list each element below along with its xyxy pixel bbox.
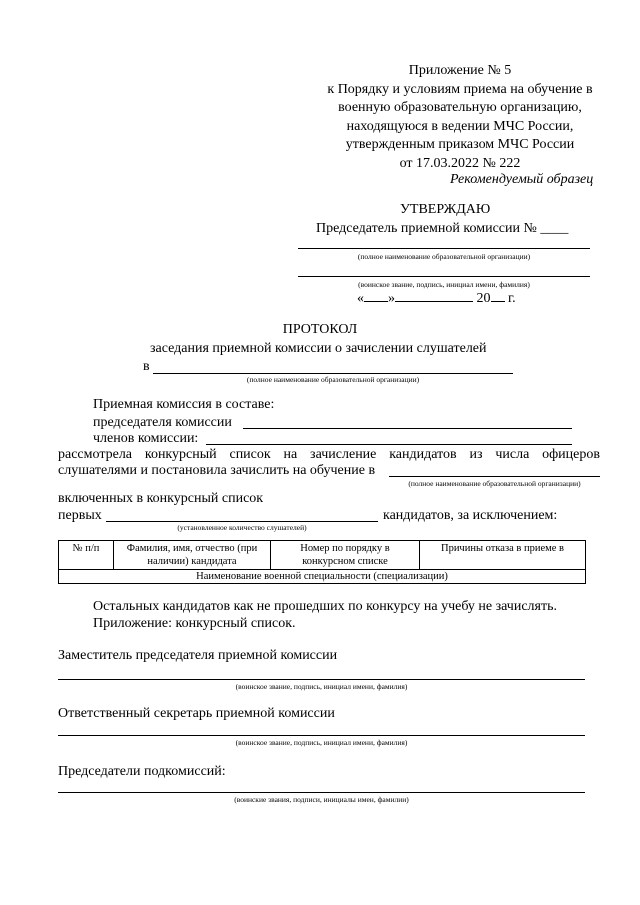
members-label: членов комиссии: — [93, 431, 199, 446]
recommended-sample: Рекомендуемый образец — [450, 172, 594, 187]
signature-deputy-caption: (воинское звание, подпись, инициал имени, фамилия) — [235, 682, 408, 691]
members-line — [206, 444, 572, 445]
approve-chairman: Председатель приемной комиссии № ____ — [316, 221, 569, 236]
table-subheader-cell: Наименование военной специальности (специализации) — [59, 570, 586, 584]
date-year: 20 — [476, 291, 491, 306]
table-header-cell: № п/п — [59, 541, 114, 570]
date-close-quote: » — [388, 291, 395, 306]
signature-secretary-title: Ответственный секретарь приемной комиссии — [58, 706, 335, 721]
protocol-org-line — [153, 373, 513, 374]
appendix-ref-line: находящуюся в ведении МЧС России, — [346, 118, 574, 134]
table-header-row — [59, 541, 586, 570]
candidates-except: кандидатов, за исключением: — [383, 508, 558, 523]
approve-org-line — [298, 248, 590, 249]
signature-secretary-caption: (воинское звание, подпись, инициал имени, фамилия) — [235, 738, 408, 747]
attachment-line: Приложение: конкурсный список. — [93, 616, 296, 631]
exceptions-table — [58, 540, 586, 584]
protocol-org-caption: (полное наименование образовательной организации) — [246, 375, 420, 384]
appendix-header — [300, 62, 620, 173]
count-caption: (установленное количество слушателей) — [177, 523, 307, 532]
signature-subcommission-caption: (воинские звания, подписи, инициалы имен, фамилии) — [234, 795, 409, 804]
protocol-title: ПРОТОКОЛ — [282, 322, 358, 337]
date-month-blank — [395, 301, 473, 302]
appendix-ref-line: военную образовательную организацию, — [338, 100, 582, 115]
signature-subcommission-line — [58, 792, 585, 793]
approve-sign-line — [298, 276, 590, 277]
considered-line-1: рассмотрела конкурсный список на зачисление кандидатов из числа офицеров — [58, 447, 600, 462]
included-label: включенных в конкурсный список — [58, 491, 264, 506]
considered-org-caption: (полное наименование образовательной организации) — [408, 479, 581, 488]
approve-title: УТВЕРЖДАЮ — [400, 202, 491, 217]
table-header-cell: Причины отказа в приеме в — [420, 541, 586, 570]
appendix-ref-line: утвержденным приказом МЧС России — [345, 137, 575, 152]
table-header-cell: Фамилия, имя, отчество (при наличии) кандидата — [114, 541, 271, 570]
date-open-quote: « — [357, 291, 364, 306]
date-day-blank — [364, 301, 388, 302]
date-suffix: г. — [508, 291, 516, 306]
approve-org-caption: (полное наименование образовательной организации) — [357, 252, 531, 261]
others-not-enrolled: Остальных кандидатов как не прошедших по конкурсу на учебу не зачислять. — [93, 599, 557, 614]
first-count-line — [106, 521, 378, 522]
signature-subcommission-title: Председатели подкомиссий: — [58, 764, 226, 779]
signature-deputy-line — [58, 679, 585, 680]
table-header-cell: Номер по порядку в конкурсном списке — [271, 541, 420, 570]
approve-sign-caption: (воинское звание, подпись, инициал имени, фамилия) — [358, 280, 530, 289]
appendix-ref-line: от 17.03.2022 № 222 — [399, 155, 521, 171]
approve-date — [357, 291, 516, 307]
date-year-blank — [491, 301, 505, 302]
appendix-ref-line: к Порядку и условиям приема на обучение в — [327, 81, 593, 97]
protocol-prefix-v: в — [143, 359, 150, 374]
considered-line-2: слушателями и постановила зачислить на обучение в — [58, 463, 376, 478]
table-subheader-row — [59, 570, 586, 584]
signature-deputy-title: Заместитель председателя приемной комиссии — [58, 648, 338, 663]
appendix-number: Приложение № 5 — [408, 63, 512, 78]
chairman-label: председателя комиссии — [93, 415, 232, 430]
protocol-subtitle: заседания приемной комиссии о зачислении слушателей — [150, 341, 487, 356]
first-label: первых — [58, 508, 102, 523]
signature-secretary-line — [58, 735, 585, 736]
chairman-line — [243, 428, 572, 429]
commission-composition: Приемная комиссия в составе: — [93, 397, 275, 412]
considered-org-line — [389, 476, 600, 477]
